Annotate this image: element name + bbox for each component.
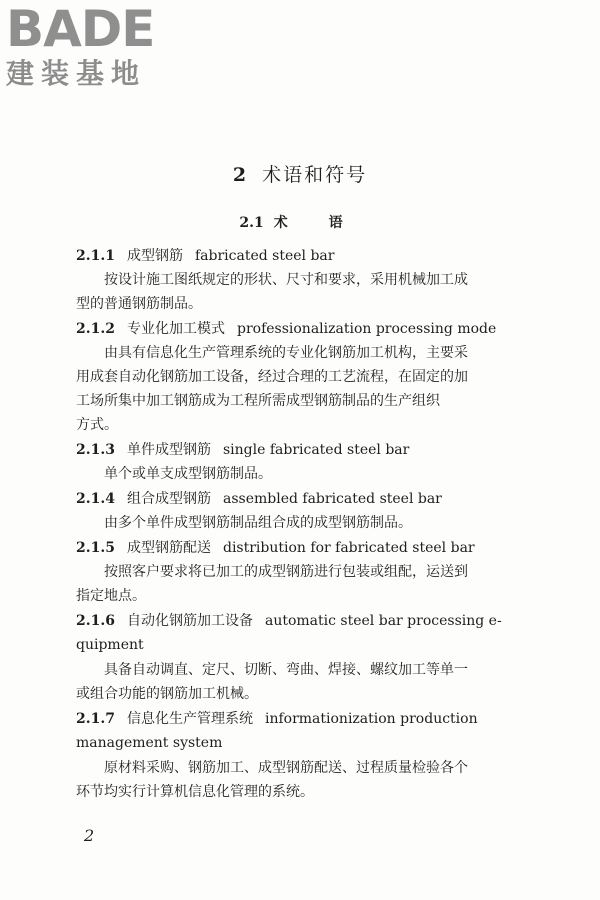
term-heading	[76, 538, 494, 558]
term-english: professionalization processing mode	[236, 321, 497, 337]
term-number: 2.1.3	[76, 442, 115, 458]
term-english-cont: management system	[76, 735, 223, 751]
term-definition-cont: 工场所集中加工钢筋成为工程所需成型钢筋制品的生产组织	[76, 393, 440, 409]
section-title: 术 语	[273, 215, 361, 231]
term-definition: 单个或单支成型钢筋制品。	[104, 466, 272, 482]
term-heading	[76, 611, 502, 631]
term-definition: 原材料采购、钢筋加工、成型钢筋配送、过程质量检验各个	[104, 760, 468, 776]
term-chinese: 组合成型钢筋	[126, 491, 211, 507]
term-heading	[76, 489, 494, 509]
term-chinese: 成型钢筋	[126, 248, 183, 264]
term-definition-cont: 方式。	[76, 417, 118, 433]
publisher-logo	[6, 2, 176, 90]
term-definition: 按照客户要求将已加工的成型钢筋进行包装或组配，运送到	[104, 564, 468, 580]
term-chinese: 自动化钢筋加工设备	[126, 613, 253, 629]
term-definition-cont: 或组合功能的钢筋加工机械。	[76, 686, 258, 702]
term-heading	[76, 319, 497, 339]
term-definition: 按设计施工图纸规定的形状、尺寸和要求，采用机械加工成	[104, 272, 468, 288]
term-english: informationization production	[264, 711, 478, 727]
term-chinese: 信息化生产管理系统	[126, 711, 253, 727]
term-heading	[76, 709, 494, 729]
term-number: 2.1.2	[76, 321, 115, 337]
term-chinese: 专业化加工模式	[126, 321, 225, 337]
term-definition-cont: 用成套自动化钢筋加工设备，经过合理的工艺流程，在固定的加	[76, 369, 468, 385]
chapter-heading	[0, 160, 600, 187]
term-english: assembled fabricated steel bar	[222, 491, 442, 507]
term-chinese: 单件成型钢筋	[126, 442, 211, 458]
term-heading	[76, 440, 494, 460]
term-english: fabricated steel bar	[194, 248, 335, 264]
term-definition: 由多个单件成型钢筋制品组合成的成型钢筋制品。	[104, 515, 412, 531]
page-number: 2	[84, 826, 95, 845]
term-number: 2.1.7	[76, 711, 115, 727]
term-number: 2.1.5	[76, 540, 115, 556]
term-english-cont: quipment	[76, 637, 144, 653]
term-english: single fabricated steel bar	[222, 442, 410, 458]
chapter-number: 2	[232, 164, 249, 186]
section-heading	[0, 212, 600, 232]
term-definition: 由具有信息化生产管理系统的专业化钢筋加工机构，主要采	[104, 345, 468, 361]
term-english: automatic steel bar processing e-	[264, 613, 502, 629]
logo-wordmark: BADE	[6, 0, 155, 58]
term-definition-cont: 指定地点。	[76, 588, 146, 604]
term-definition: 具备自动调直、定尺、切断、弯曲、焊接、螺纹加工等单一	[104, 662, 468, 678]
term-english: distribution for fabricated steel bar	[222, 540, 475, 556]
term-chinese: 成型钢筋配送	[126, 540, 211, 556]
term-definition-cont: 型的普通钢筋制品。	[76, 296, 202, 312]
chapter-title: 术语和符号	[262, 164, 368, 186]
term-heading	[76, 246, 494, 266]
term-definition-cont: 环节均实行计算机信息化管理的系统。	[76, 784, 314, 800]
logo-chinese-name: 建装基地	[6, 57, 147, 90]
term-number: 2.1.1	[76, 248, 115, 264]
term-number: 2.1.6	[76, 613, 115, 629]
term-number: 2.1.4	[76, 491, 115, 507]
section-number: 2.1	[239, 215, 264, 231]
